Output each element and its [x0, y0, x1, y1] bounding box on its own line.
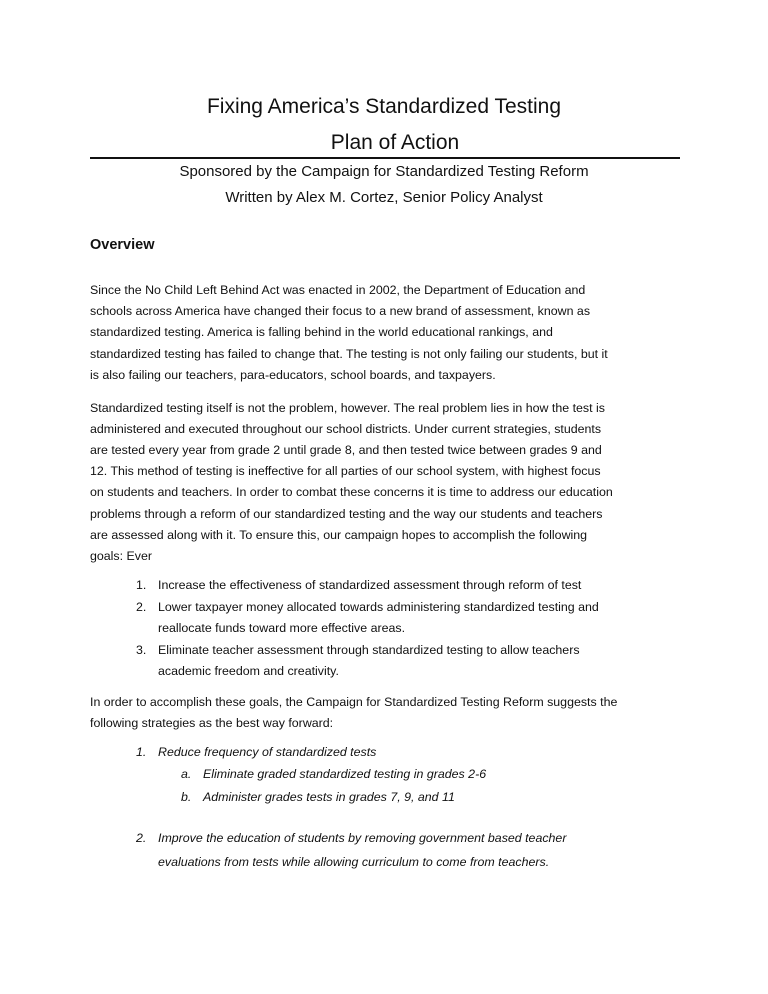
list-number: 1. — [136, 745, 147, 759]
sublist-item-text: Eliminate graded standardized testing in grades 2-6 — [203, 767, 487, 781]
paragraph-line: goals: Ever — [90, 548, 152, 563]
title-divider — [90, 157, 680, 159]
list-item-text: Increase the effectiveness of standardized assessment through reform of test — [158, 578, 582, 592]
list-number: 3. — [136, 642, 147, 657]
sublist-item-text: Administer grades tests in grades 7, 9, and 11 — [203, 790, 455, 804]
list-number: 1. — [136, 578, 147, 592]
sponsor-line: Sponsored by the Campaign for Standardized Testing Reform — [179, 163, 589, 180]
list-item-text: Reduce frequency of standardized tests — [158, 745, 377, 759]
paragraph-line: 12. This method of testing is ineffective for all parties of our school system, with highest focus — [90, 464, 601, 479]
sublist-letter: a. — [181, 767, 192, 781]
paragraph-line: standardized testing has failed to change that. The testing is not only failing our students, but it — [90, 346, 608, 361]
paragraph-line: on students and teachers. In order to combat these concerns it is time to address our education — [90, 485, 613, 500]
paragraph-line: Since the No Child Left Behind Act was enacted in 2002, the Department of Education and — [90, 283, 586, 297]
paragraph-line: is also failing our teachers, para-educators, school boards, and taxpayers. — [90, 367, 496, 382]
list-item-text: Improve the education of students by removing government based teacher — [158, 831, 567, 845]
paragraph-line: administered and executed throughout our school districts. Under current strategies, students — [90, 422, 602, 437]
paragraph-line: Standardized testing itself is not the problem, however. The real problem lies in how the test is — [90, 401, 605, 415]
paragraph-line: following strategies as the best way forward: — [90, 716, 334, 730]
doc-subtitle: Plan of Action — [330, 131, 460, 154]
doc-title: Fixing America’s Standardized Testing — [206, 95, 562, 118]
paragraph-line: In order to accomplish these goals, the Campaign for Standardized Testing Reform suggests the — [90, 695, 618, 709]
list-item-text: Lower taxpayer money allocated towards administering standardized testing and — [158, 599, 599, 614]
list-item-text: evaluations from tests while allowing curriculum to come from teachers. — [158, 855, 550, 869]
paragraph-line: standardized testing. America is falling behind in the world educational rankings, and — [90, 325, 553, 340]
author-line: Written by Alex M. Cortez, Senior Policy Analyst — [225, 189, 543, 206]
paragraph-line: problems through a reform of our standardized testing and the way our students and teachers — [90, 506, 603, 521]
section-heading: Overview — [90, 237, 155, 253]
list-number: 2. — [136, 831, 147, 845]
list-number: 2. — [136, 599, 147, 614]
paragraph-line: are assessed along with it. To ensure this, our campaign hopes to accomplish the following — [90, 527, 588, 542]
paragraph-line: schools across America have changed their focus to a new brand of assessment, known as — [90, 304, 591, 319]
list-item-text: Eliminate teacher assessment through standardized testing to allow teachers — [158, 642, 580, 657]
sublist-letter: b. — [181, 790, 192, 804]
list-item-text: academic freedom and creativity. — [158, 664, 339, 678]
list-item-text: reallocate funds toward more effective areas. — [158, 621, 406, 635]
paragraph-line: are tested every year from grade 2 until grade 8, and then tested twice between grades 9 and — [90, 443, 602, 458]
